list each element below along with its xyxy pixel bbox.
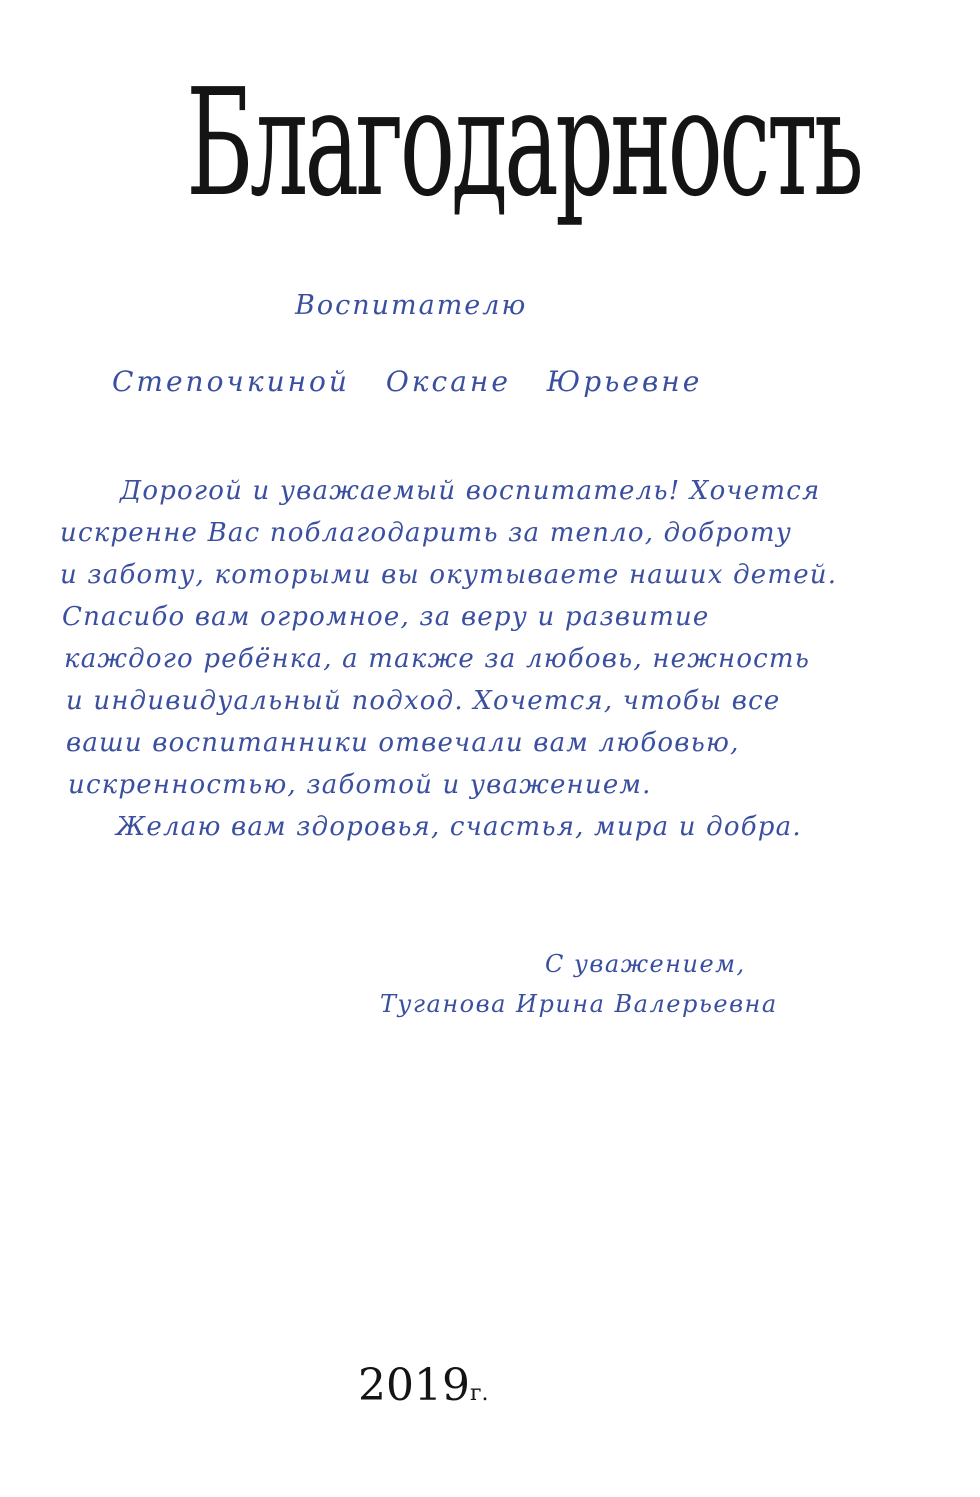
letter-line: и заботу, которыми вы окутываете наших детей. bbox=[60, 560, 838, 590]
letter-line: Спасибо вам огромное, за веру и развитие bbox=[62, 602, 710, 632]
year-label bbox=[358, 1360, 489, 1411]
letter-line: каждого ребёнка, а также за любовь, нежность bbox=[64, 644, 811, 674]
signature-name: Туганова Ирина Валерьевна bbox=[380, 990, 778, 1018]
letter-line: и индивидуальный подход. Хочется, чтобы все bbox=[66, 686, 781, 716]
letter-line: ваши воспитанники отвечали вам любовью, bbox=[66, 728, 740, 758]
letter-line: Дорогой и уважаемый воспитатель! Хочется bbox=[120, 476, 821, 506]
certificate-title: Благодарность bbox=[186, 57, 861, 229]
year-suffix: г. bbox=[469, 1381, 489, 1406]
closing-phrase: С уважением, bbox=[545, 950, 746, 978]
year-number: 2019 bbox=[358, 1360, 470, 1411]
letter-line: искренне Вас поблагодарить за тепло, доброту bbox=[60, 518, 793, 548]
letter-line: искренностью, заботой и уважением. bbox=[68, 770, 652, 800]
letter-body bbox=[50, 470, 950, 848]
addressee-role: Воспитателю bbox=[295, 290, 528, 321]
letter-line: Желаю вам здоровья, счастья, мира и добра. bbox=[116, 812, 802, 842]
addressee-name: Степочкиной Оксане Юрьевне bbox=[112, 365, 703, 398]
